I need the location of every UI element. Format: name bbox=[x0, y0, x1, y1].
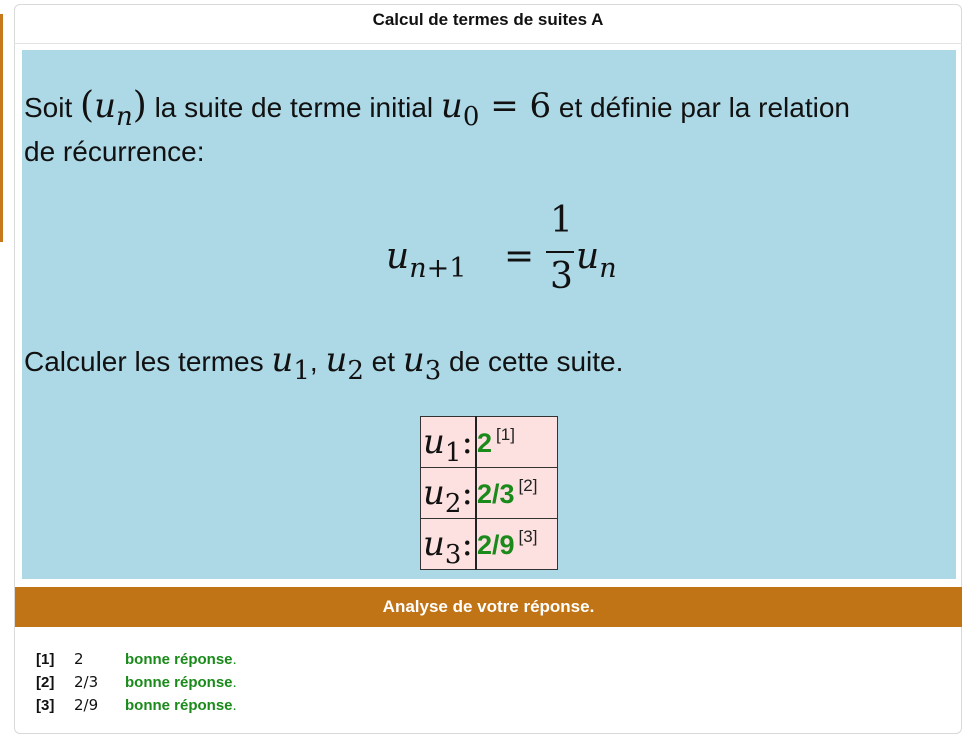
question-and: et bbox=[371, 346, 396, 377]
answer-ref: [2] bbox=[518, 476, 538, 495]
question-prefix: Calculer les termes bbox=[24, 346, 264, 377]
answer-row bbox=[421, 519, 558, 570]
result-answer: 2/9 bbox=[74, 696, 99, 714]
answer-ref: [3] bbox=[518, 527, 538, 546]
initial-term: $u_0 = 6$ bbox=[440, 86, 552, 132]
term-u3: $u_3$ bbox=[402, 340, 442, 386]
answer-value[interactable]: 2/3 [2] bbox=[476, 468, 558, 519]
intro-line bbox=[24, 85, 954, 132]
result-ref: [1] bbox=[36, 651, 55, 668]
result-answer: 2 bbox=[74, 650, 84, 668]
fraction-numerator: 1 bbox=[550, 200, 573, 241]
page-title: Calcul de termes de suites A bbox=[372, 10, 604, 29]
answers-table bbox=[420, 416, 558, 570]
initial-value: 6 bbox=[529, 86, 552, 126]
answer-value[interactable]: 2 [1] bbox=[476, 417, 558, 468]
intro-suffix: et définie par la relation bbox=[558, 92, 850, 123]
analysis-header: Analyse de votre réponse. bbox=[15, 587, 962, 627]
answer-ref: [1] bbox=[496, 425, 515, 444]
fraction-denominator: 3 bbox=[550, 256, 573, 297]
intro-line-2: de récurrence: bbox=[24, 136, 205, 167]
intro-middle: la suite de terme initial bbox=[154, 92, 434, 123]
result-verdict: bonne réponse bbox=[125, 697, 233, 714]
problem-statement bbox=[22, 50, 956, 579]
result-row: [1] 2 bonne réponse. bbox=[36, 648, 237, 671]
formula-rhs: $u_n$ bbox=[576, 236, 617, 284]
question-suffix: de cette suite. bbox=[449, 346, 624, 377]
question-line: Calculer les termes $u_1$, $u_2$ et $u_3$ de cette suite. bbox=[24, 340, 624, 386]
answer-label: $u_2$: bbox=[421, 468, 477, 519]
formula-lhs: $u_{n+1}$ bbox=[386, 236, 467, 284]
left-accent-bar bbox=[0, 14, 3, 242]
result-verdict: bonne réponse bbox=[125, 651, 233, 668]
intro-prefix: Soit bbox=[24, 92, 73, 123]
result-ref: [2] bbox=[36, 674, 55, 691]
answer-value[interactable]: 2/9 [3] bbox=[476, 519, 558, 570]
result-ref: [3] bbox=[36, 697, 55, 714]
answer-label: $u_1$: bbox=[421, 417, 477, 468]
result-answer: 2/3 bbox=[74, 673, 99, 691]
sequence-symbol: $(u_n)$ bbox=[80, 85, 147, 132]
answer-row bbox=[421, 417, 558, 468]
term-u1: $u_1$ bbox=[271, 340, 310, 386]
fraction-bar bbox=[546, 251, 574, 253]
recurrence-formula bbox=[384, 200, 624, 310]
analysis-results bbox=[36, 648, 237, 717]
result-verdict: bonne réponse bbox=[125, 674, 233, 691]
answer-label: $u_3$: bbox=[421, 519, 477, 570]
result-row: [3] 2/9 bonne réponse. bbox=[36, 694, 237, 717]
title-divider bbox=[14, 43, 962, 44]
result-row: [2] 2/3 bonne réponse. bbox=[36, 671, 237, 694]
formula-equals: = bbox=[504, 236, 535, 277]
answer-row bbox=[421, 468, 558, 519]
term-u2: $u_2$ bbox=[325, 340, 364, 386]
